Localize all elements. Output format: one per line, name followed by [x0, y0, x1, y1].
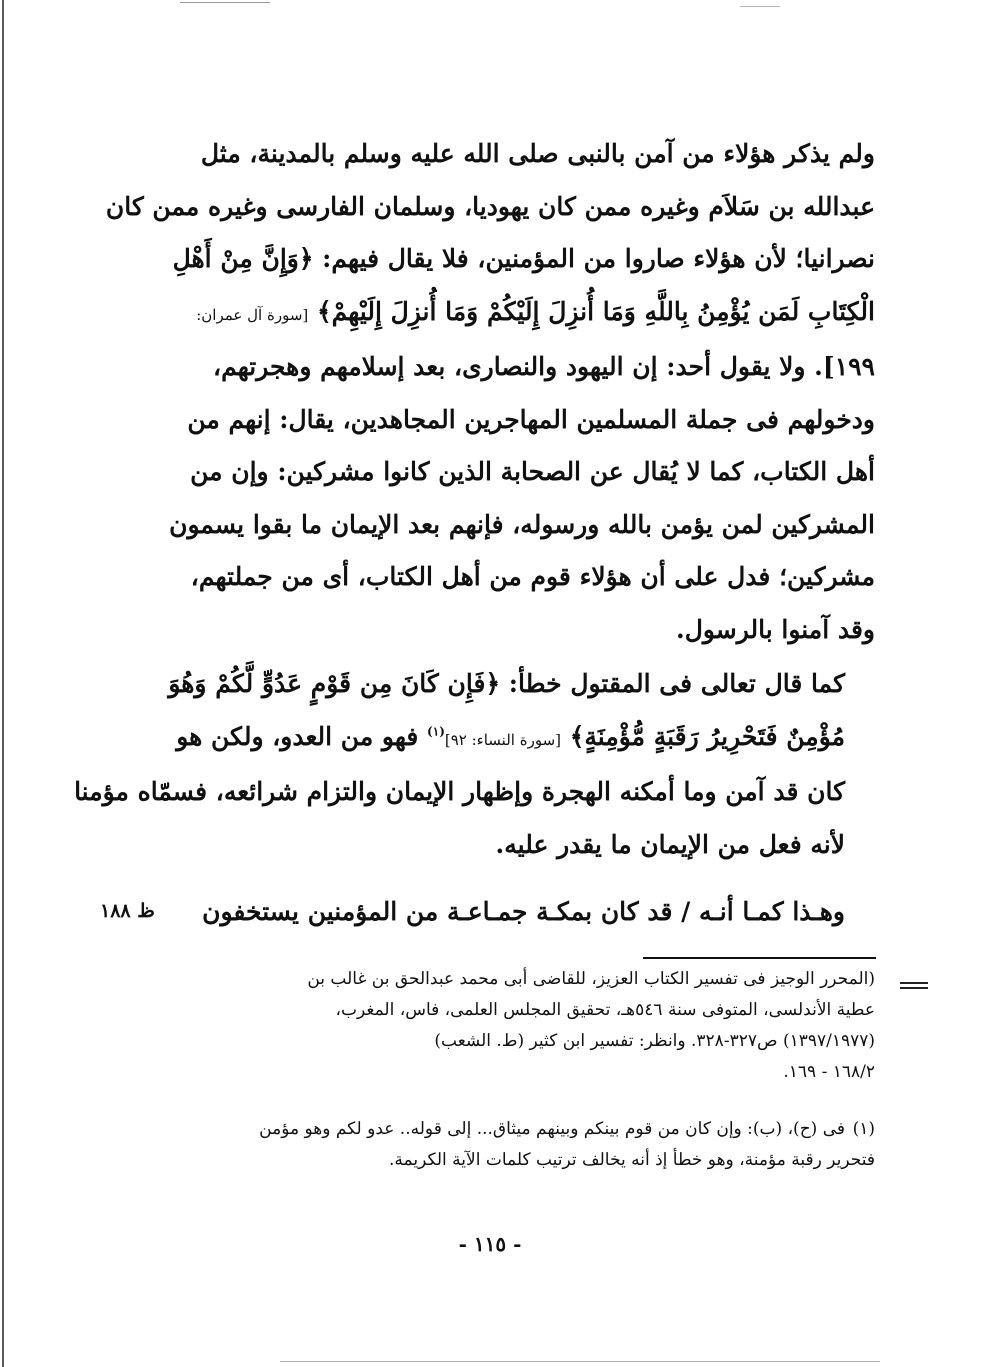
quran-verse-line	[176, 711, 875, 767]
text-line: كما قال تعالى فى المقتول خطأ: ﴿فَإِن كَانَ مِن قَوْمٍ عَدُوٍّ لَّكُمْ وَهُوَ	[168, 669, 845, 698]
text-line: أهل الكتاب، كما لا يُقال عن الصحابة الذين كانوا مشركين: وإن من	[190, 457, 875, 486]
text-line: ١٩٩]. ولا يقول أحد: إن اليهود والنصارى، بعد إسلامهم وهجرتهم،	[213, 352, 875, 381]
quran-verse-text: الْكِتَابِ لَمَن يُؤْمِنُ بِاللَّهِ وَمَا أُنزِلَ إِلَيْكُمْ وَمَا أُنزِلَ إِلَيْهِمْ﴾	[316, 296, 875, 326]
scan-edge-top	[180, 2, 270, 3]
footnote-text: فى (ح)، (ب): وإن كان من قوم بينكم وبينهم ميثاق... إلى قوله.. عدو لكم وهو مؤمن	[259, 1119, 845, 1139]
paragraph-2	[74, 658, 875, 871]
text-line: ودخولهم فى جملة المسلمين المهاجرين المجاهدين، يقال: إنهم من	[187, 404, 875, 434]
continuation-mark-icon	[900, 982, 928, 990]
paragraph-1	[105, 128, 875, 656]
page-number: - ١١٥ -	[458, 1232, 522, 1256]
text-line: المشركين لمن يؤمن بالله ورسوله، فإنهم بعد الإيمان ما بقوا يسمون	[169, 509, 875, 539]
text-line: ولم يذكر هؤلاء من آمن بالنبى صلى الله عليه وسلم بالمدينة، مثل	[200, 139, 875, 168]
text-line: وقد آمنوا بالرسول.	[675, 614, 875, 644]
footnote-continued	[180, 964, 875, 1088]
footnote-number: (١)	[852, 1119, 875, 1139]
text-line: كان قد آمن وما أمكنه الهجرة وإظهار الإيمان والتزام شرائعه، فسمّاه مؤمنا	[74, 777, 845, 806]
footnote-line: (١٣٩٧/١٩٧٧) ص٣٢٧-٣٢٨. وانظر: تفسير ابن كثير (ط. الشعب)	[434, 1031, 875, 1051]
footnote-line: (المحرر الوجيز فى تفسير الكتاب العزيز، للقاضى أبى محمد عبدالحق بن غالب بن	[307, 969, 875, 989]
text-line: عبدالله بن سَلاَم وغيره ممن كان يهوديا، وسلمان الفارسى وغيره ممن كان	[105, 191, 875, 221]
scan-edge-bottom	[280, 1361, 880, 1362]
footnote-line: فتحرير رقبة مؤمنة، وهو خطأ إذ أنه يخالف ترتيب كلمات الآية الكريمة.	[389, 1150, 875, 1170]
text-line: نصرانيا؛ لأن هؤلاء صاروا من المؤمنين، فلا يقال فيهم: ﴿وَإِنَّ مِنْ أَهْلِ	[172, 244, 875, 273]
text-line: لأنه فعل من الإيمان ما يقدر عليه.	[495, 829, 845, 859]
manuscript-folio-marker: ظ ١٨٨	[100, 900, 155, 922]
footnote-1	[180, 1114, 875, 1176]
scan-edge-top-right	[740, 6, 780, 7]
surah-reference: [سورة النساء: ٩٢]	[444, 730, 561, 749]
surah-reference: [سورة آل عمران:	[196, 305, 309, 324]
text-fragment: فهو من العدو، ولكن هو	[176, 721, 419, 751]
footnote-line: ١٦٨/٢ - ١٦٩.	[783, 1062, 875, 1082]
quran-verse-text: مُؤْمِنٌ فَتَحْرِيرُ رَقَبَةٍ مُّؤْمِنَةٍ﴾	[569, 721, 845, 751]
footnote-reference[interactable]: (١)	[427, 724, 445, 739]
paragraph-3-line: وهـذا كمـا أنـه / قد كان بمكـة جمـاعـة من المؤمنين يستخفون	[202, 897, 845, 926]
scan-edge-left	[2, 0, 4, 1367]
footnote-line: عطية الأندلسى، المتوفى سنة ٥٤٦هـ، تحقيق المجلس العلمى، فاس، المغرب،	[335, 1000, 875, 1020]
text-line: مشركين؛ فدل على أن هؤلاء قوم من أهل الكتاب، أى من جملتهم،	[190, 562, 875, 591]
quran-verse-line	[180, 286, 875, 342]
footnote-line	[180, 1114, 875, 1145]
footnote-separator	[643, 957, 876, 959]
